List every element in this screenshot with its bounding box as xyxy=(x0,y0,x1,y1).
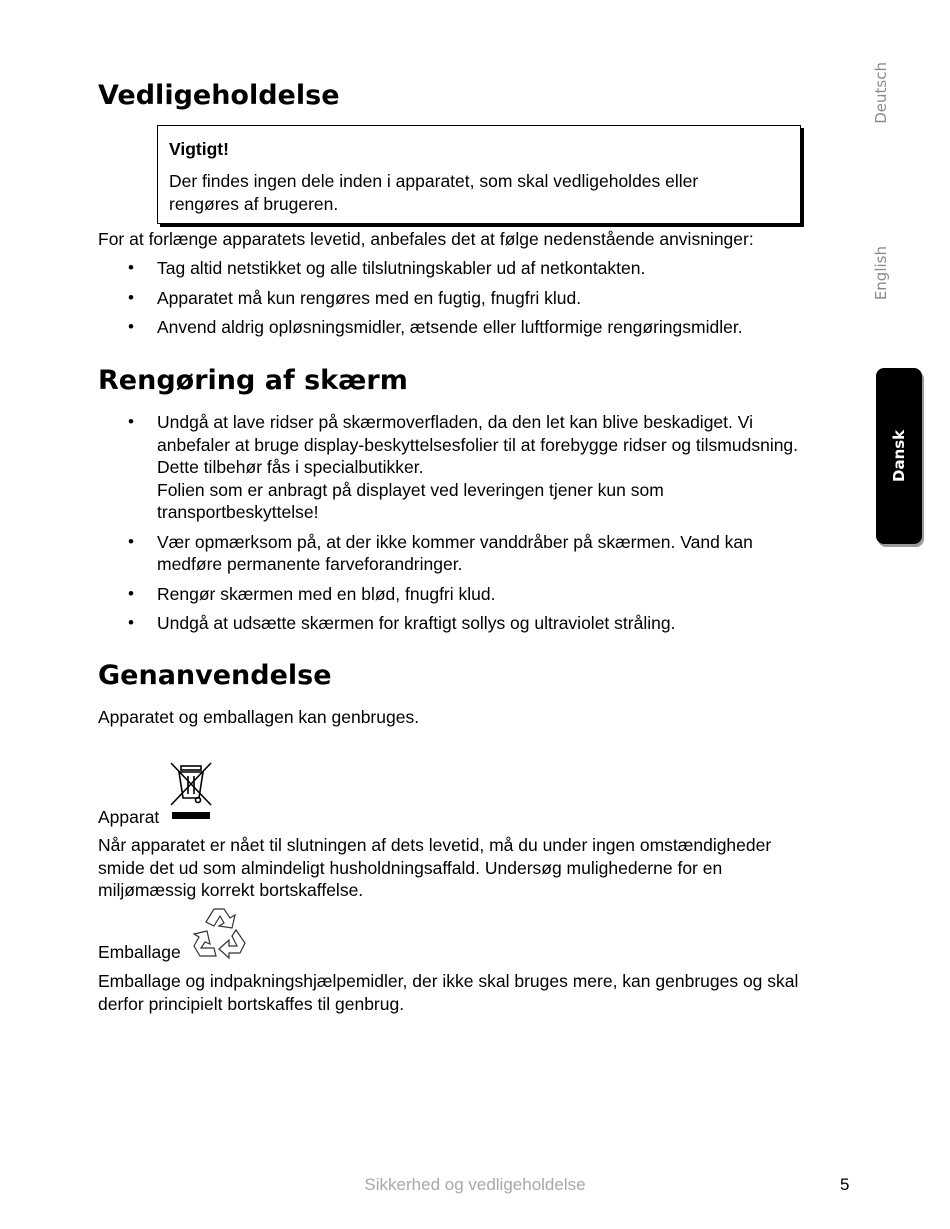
crossed-out-wheelie-bin-icon xyxy=(168,760,214,824)
screen-cleaning-list xyxy=(98,411,888,635)
list-item: • Rengør skærmen med en blød, fnugfri klud. xyxy=(128,583,496,604)
list-item: • Tag altid netstikket og alle tilslutningskabler ud af netkontakten. xyxy=(128,258,646,278)
emballage-text: Emballage og indpakningshjælpemidler, der ikke skal bruges mere, kan genbruges og skal derfor principielt bortskaffes til genbrug. xyxy=(98,971,799,1014)
apparat-label: Apparat xyxy=(98,807,160,827)
list-item: • Anvend aldrig opløsningsmidler, ætsende eller luftformige rengøringsmidler. xyxy=(128,317,743,337)
notice-title: Vigtigt! xyxy=(169,139,229,159)
footer-title: Sikkerhed og vedligeholdelse xyxy=(364,1175,586,1194)
list-item: • Apparatet må kun rengøres med en fugtig, fnugfri klud. xyxy=(128,287,582,308)
maintenance-intro: For at forlænge apparatets levetid, anbefales det at følge nedenstående anvisninger: xyxy=(98,229,754,249)
list-item: • Undgå at udsætte skærmen for kraftigt sollys og ultraviolet stråling. xyxy=(128,613,676,633)
heading-vedligeholdelse: Vedligeholdelse xyxy=(98,80,340,111)
apparat-text: Når apparatet er nået til slutningen af dets levetid, må du under ingen omstændigheder smide det ud som almindeligt husholdningsaffald. Undersøg mulighederne for en miljømæssig korrekt bortskaffelse. xyxy=(98,835,772,900)
tab-dansk-label: Dansk xyxy=(890,429,908,483)
notice-box xyxy=(157,125,801,224)
list-item: • Undgå at lave ridser på skærmoverfladen, da den let kan blive beskadiget. Vi anbefaler at bruge display-beskyttelsesfolier til at forebygge ridser og tilsmudsning. Dette tilbehør fås i specialbutikker. Folien som er anbragt på displayet ved leveringen tjener kun som transportbeskyttelse! xyxy=(128,412,799,522)
emballage-label: Emballage xyxy=(98,942,181,962)
notice-line: rengøres af brugeren. xyxy=(169,193,339,214)
maintenance-list xyxy=(98,257,858,339)
heading-rengoring: Rengøring af skærm xyxy=(98,365,408,396)
recycling-intro: Apparatet og emballagen kan genbruges. xyxy=(98,707,420,727)
tab-deutsch[interactable]: Deutsch xyxy=(872,62,890,124)
page-number: 5 xyxy=(840,1175,850,1194)
heading-genanvendelse: Genanvendelse xyxy=(98,660,332,691)
tab-english[interactable]: English xyxy=(872,246,890,301)
notice-line: Der findes ingen dele inden i apparatet, som skal vedligeholdes eller xyxy=(169,171,699,191)
recycle-icon xyxy=(188,906,248,960)
list-item: • Vær opmærksom på, at der ikke kommer vanddråber på skærmen. Vand kan medføre permanente farveforandringer. xyxy=(128,531,753,574)
